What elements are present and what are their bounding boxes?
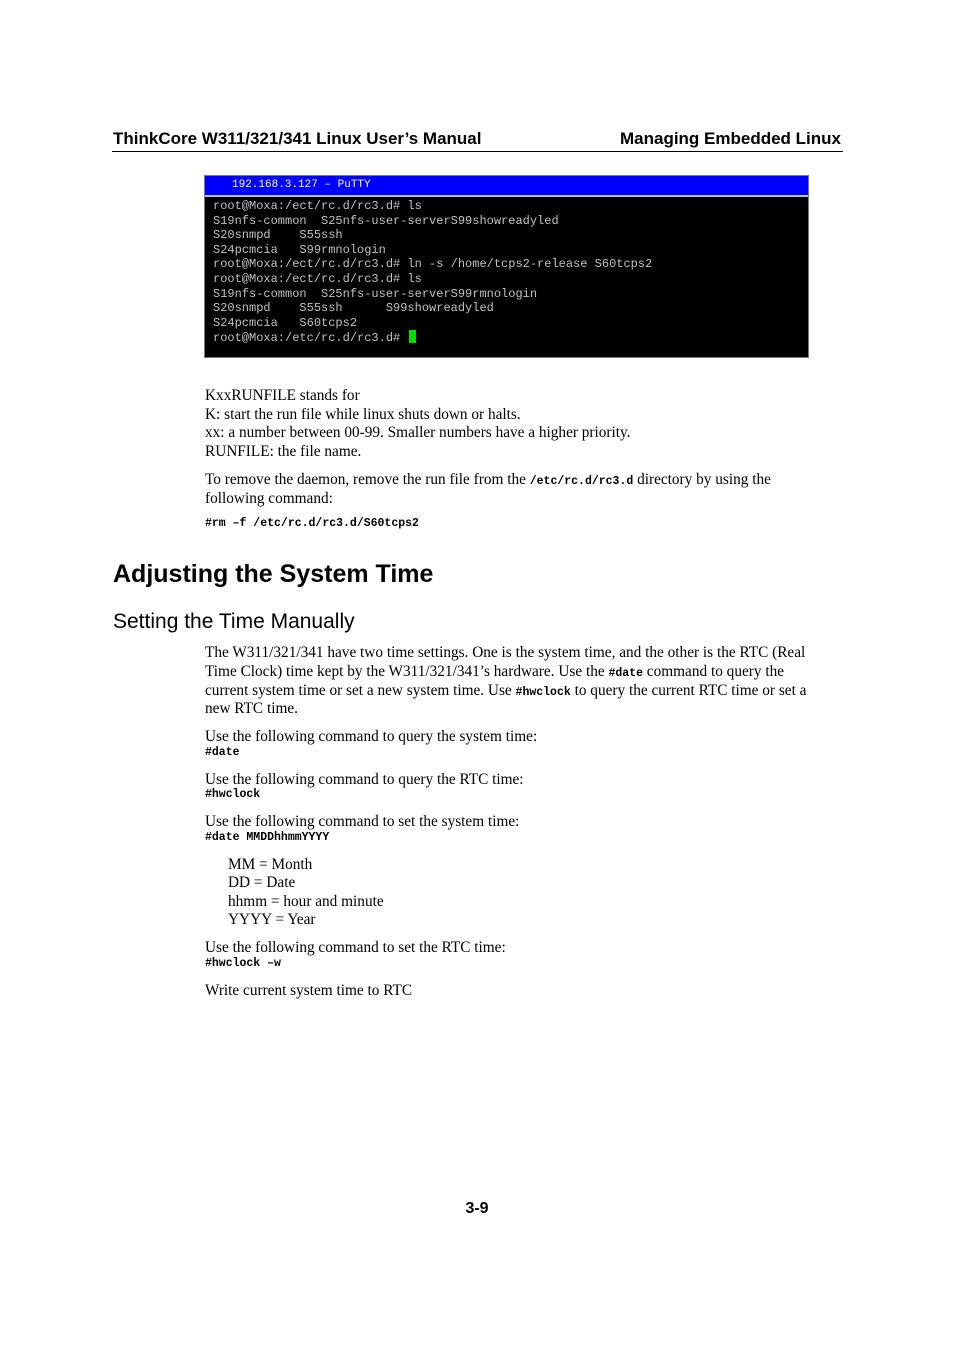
terminal-prompt-line [213, 330, 652, 346]
intro-text: command to query the [642, 663, 785, 680]
kxx-line-4: RUNFILE: the file name. [205, 443, 362, 460]
terminal-line: S24pcmcia S99rmnologin [213, 242, 386, 257]
section-heading: Adjusting the System Time [113, 560, 434, 588]
footer-note: Write current system time to RTC [205, 982, 413, 999]
terminal-title-bar: 192.168.3.127 – PuTTY [205, 176, 808, 197]
terminal-prompt: root@Moxa:/etc/rc.d/rc3.d# [213, 331, 408, 346]
set-system-text: Use the following command to set the system time: [205, 813, 520, 830]
remove-paragraph-line-2: following command: [205, 490, 333, 507]
intro-text: Time Clock) time kept by the W311/321/341’s hardware. Use the [205, 663, 609, 680]
terminal-line: S20snmpd S55ssh [213, 228, 343, 243]
date-command-code: #date [608, 667, 643, 680]
legend-item: hhmm = hour and minute [228, 893, 384, 910]
kxx-line-1: KxxRUNFILE stands for [205, 387, 360, 404]
query-system-command: #date [205, 746, 240, 759]
rc3-path-code: /etc/rc.d/rc3.d [529, 475, 634, 488]
query-rtc-text: Use the following command to query the RTC time: [205, 771, 524, 788]
subsection-heading: Setting the Time Manually [113, 610, 355, 633]
remove-command: #rm –f /etc/rc.d/rc3.d/S60tcps2 [205, 517, 419, 530]
terminal-line: S20snmpd S55ssh S99showreadyled [213, 301, 494, 316]
legend-item: DD = Date [228, 874, 296, 891]
set-rtc-command: #hwclock –w [205, 957, 281, 970]
terminal-line: S19nfs-common S25nfs-user-serverS99showreadyled [213, 213, 559, 228]
intro-text: current system time or set a new system time. Use [205, 682, 516, 699]
terminal-output [213, 199, 652, 346]
query-system-text: Use the following command to query the system time: [205, 728, 538, 745]
set-system-command: #date MMDDhhmmYYYY [205, 831, 330, 844]
hwclock-command-code: #hwclock [515, 686, 571, 699]
putty-terminal-window [204, 175, 809, 358]
terminal-line: root@Moxa:/ect/rc.d/rc3.d# ln -s /home/tcps2-release S60tcps2 [213, 257, 653, 272]
legend-item: MM = Month [228, 856, 313, 873]
terminal-line: S19nfs-common S25nfs-user-serverS99rmnologin [213, 286, 538, 301]
header-divider [112, 151, 843, 152]
remove-paragraph-line-1 [205, 471, 771, 492]
remove-text-post: directory by using the [633, 471, 771, 488]
intro-text: to query the current RTC time or set a [570, 682, 807, 699]
intro-line-2 [205, 663, 784, 684]
set-rtc-text: Use the following command to set the RTC time: [205, 939, 506, 956]
kxx-line-3: xx: a number between 00-99. Smaller numbers have a higher priority. [205, 424, 631, 441]
query-rtc-command: #hwclock [205, 788, 261, 801]
terminal-line: S24pcmcia S60tcps2 [213, 315, 358, 330]
remove-text: To remove the daemon, remove the run file from the [205, 471, 530, 488]
header-manual-title: ThinkCore W311/321/341 Linux User’s Manual [113, 129, 482, 148]
page-number: 3-9 [465, 1200, 489, 1217]
legend-item: YYYY = Year [228, 911, 316, 928]
terminal-cursor [409, 330, 416, 343]
terminal-line: root@Moxa:/ect/rc.d/rc3.d# ls [213, 271, 422, 286]
kxx-line-2: K: start the run file while linux shuts down or halts. [205, 406, 521, 423]
header-chapter-title: Managing Embedded Linux [619, 129, 841, 148]
intro-line-1: The W311/321/341 have two time settings. One is the system time, and the other is the RTC (Real [205, 644, 806, 661]
intro-line-4: new RTC time. [205, 700, 298, 717]
terminal-line: root@Moxa:/ect/rc.d/rc3.d# ls [213, 199, 422, 213]
